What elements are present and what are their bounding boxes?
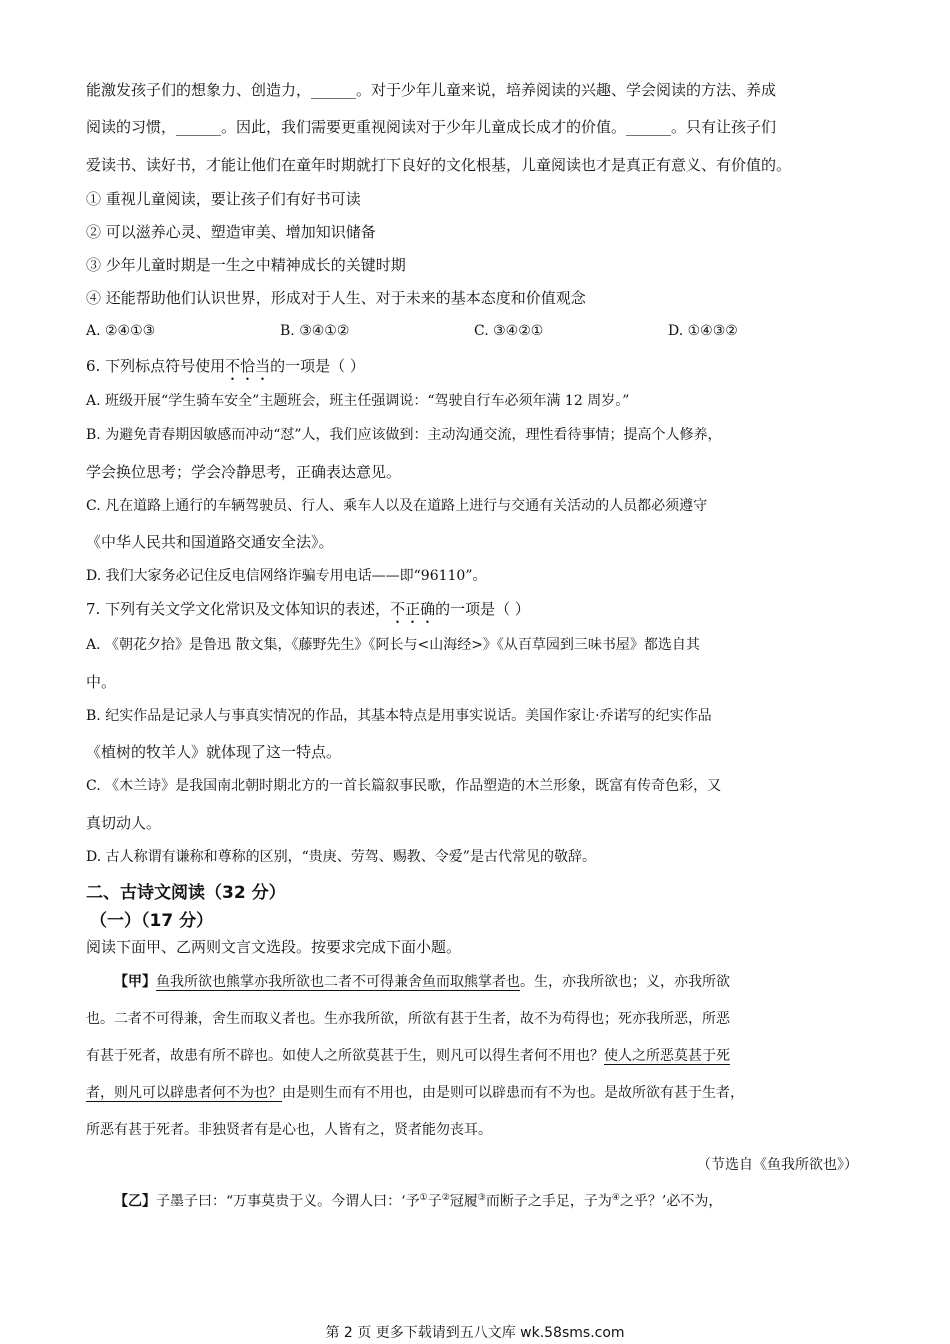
q5-option-d: D. ①④③② [668, 323, 738, 339]
sentence-item: ④ 还能帮助他们认识世界，形成对于人生、对于未来的基本态度和价值观念 [86, 289, 586, 307]
jia-underlined: 者，则凡可以辟患者何不为也？ [86, 1085, 282, 1101]
subsection-title: （一）（17 分） [90, 911, 214, 931]
footnote-marker: ③ [477, 1193, 486, 1203]
q7-option-a-cont: 中。 [86, 673, 117, 691]
jia-text: 由是则生而有不用也，由是则可以辟患而有不为也。是故所欲有甚于生者， [282, 1085, 744, 1101]
passage-line: 爱读书、读好书，才能让他们在童年时期就打下良好的文化根基，儿童阅读也才是真正有意义、有价值的。 [86, 156, 792, 174]
sentence-item: ① 重视儿童阅读，要让孩子们有好书可读 [86, 190, 361, 208]
q7-option-c: C. 《木兰诗》是我国南北朝时期北方的一首长篇叙事民歌，作品塑造的木兰形象，既富有传奇色彩，又 [86, 778, 722, 794]
q7-option-d: D. 古人称谓有谦称和尊称的区别，“贵庚、劳驾、赐教、令爱”是古代常见的敬辞。 [86, 849, 596, 865]
yi-line [114, 1188, 722, 1212]
q5-option-c: C. ③④②① [474, 323, 544, 339]
q6-option-c-cont: 《中华人民共和国道路交通安全法》。 [86, 533, 334, 551]
section-intro: 阅读下面甲、乙两则文言文选段。按要求完成下面小题。 [86, 938, 462, 956]
jia-line: 所恶有甚于死者。非独贤者有是心也，人皆有之，贤者能勿丧耳。 [86, 1122, 492, 1138]
q6-stem-emphasis: 不恰当 [225, 357, 271, 375]
jia-line [114, 972, 730, 992]
footnote-marker: ② [441, 1193, 450, 1203]
passage-line: 阅读的习惯，______。因此，我们需要更重视阅读对于少年儿童成长成才的价值。______。只有让孩子们 [86, 118, 777, 136]
q5-option-a: A. ②④①③ [86, 323, 156, 339]
q6-option-a: A. 班级开展“学生骑车安全”主题班会，班主任强调说：“驾驶自行车必须年满 12 周岁。” [86, 393, 630, 409]
yi-text: 之乎？’必不为， [619, 1193, 723, 1210]
q5-option-b: B. ③④①② [280, 323, 350, 339]
yi-text: 而断子之手足，子为 [485, 1193, 612, 1210]
q6-option-c: C. 凡在道路上通行的车辆驾驶员、行人、乘车人以及在道路上进行与交通有关活动的人员都必须遵守 [86, 498, 708, 514]
q6-option-d: D. 我们大家务必记住反电信网络诈骗专用电话——即“96110”。 [86, 568, 487, 584]
q7-option-b-cont: 《植树的牧羊人》就体现了这一特点。 [86, 743, 342, 761]
sentence-item: ② 可以滋养心灵、塑造审美、增加知识储备 [86, 223, 376, 241]
page-footer: 第 2 页 更多下载请到五八文库 wk.58sms.com [325, 1325, 625, 1341]
q7-option-b: B. 纪实作品是记录人与事真实情况的作品，其基本特点是用事实说话。美国作家让·乔诺写的纪实作品 [86, 708, 712, 724]
q7-stem-emphasis: 不正确 [390, 600, 436, 618]
q7-stem-suffix: 的一项是（ ） [435, 600, 530, 618]
yi-tag: 【乙】 [114, 1193, 156, 1210]
jia-tag: 【甲】 [114, 974, 156, 990]
section-title: 二、古诗文阅读（32 分） [86, 883, 286, 903]
yi-text: 冠履 [449, 1193, 478, 1210]
jia-line [86, 1046, 730, 1066]
sentence-item: ③ 少年儿童时期是一生之中精神成长的关键时期 [86, 256, 406, 274]
q7-option-a: A. 《朝花夕拾》是鲁迅 散文集，《藤野先生》《阿长与<山海经>》《从百草园到三味书屋》都选自其 [86, 637, 700, 653]
passage-line: 能激发孩子们的想象力、创造力，______。对于少年儿童来说，培养阅读的兴趣、学会阅读的方法、养成 [86, 81, 777, 99]
jia-line [86, 1083, 744, 1103]
q6-stem-prefix: 6. 下列标点符号使用 [86, 357, 226, 375]
jia-line: 也。二者不可得兼，舍生而取义者也。生亦我所欲，所欲有甚于生者，故不为苟得也；死亦我所恶，所恶 [86, 1011, 730, 1027]
yi-text: 子 [427, 1193, 442, 1210]
q7-stem [86, 599, 530, 627]
q7-option-c-cont: 真切动人。 [86, 814, 162, 832]
jia-underlined: 使人之所恶莫甚于死 [604, 1048, 730, 1064]
jia-source: （节选自《鱼我所欲也》） [697, 1157, 858, 1173]
jia-text: 。生，亦我所欲也；义，亦我所欲 [520, 974, 730, 990]
q7-stem-prefix: 7. 下列有关文学文化常识及文体知识的表述， [86, 600, 391, 618]
q6-option-b-cont: 学会换位思考；学会冷静思考，正确表达意见。 [86, 463, 402, 481]
q6-stem-suffix: 的一项是（ ） [270, 357, 365, 375]
jia-text: 有甚于死者，故患有所不辟也。如使人之所欲莫甚于生，则凡可以得生者何不用也？ [86, 1048, 604, 1064]
footnote-marker: ④ [611, 1193, 620, 1203]
footnote-marker: ① [419, 1193, 428, 1203]
jia-underlined: 鱼我所欲也熊掌亦我所欲也二者不可得兼舍鱼而取熊掌者也 [156, 974, 520, 990]
q6-option-b: B. 为避免青春期因敏感而冲动“怼”人，我们应该做到：主动沟通交流，理性看待事情；提高个人修养， [86, 427, 722, 443]
yi-text: 子墨子曰：“万事莫贵于义。今谓人曰：‘予 [156, 1193, 420, 1210]
q6-stem [86, 356, 365, 384]
